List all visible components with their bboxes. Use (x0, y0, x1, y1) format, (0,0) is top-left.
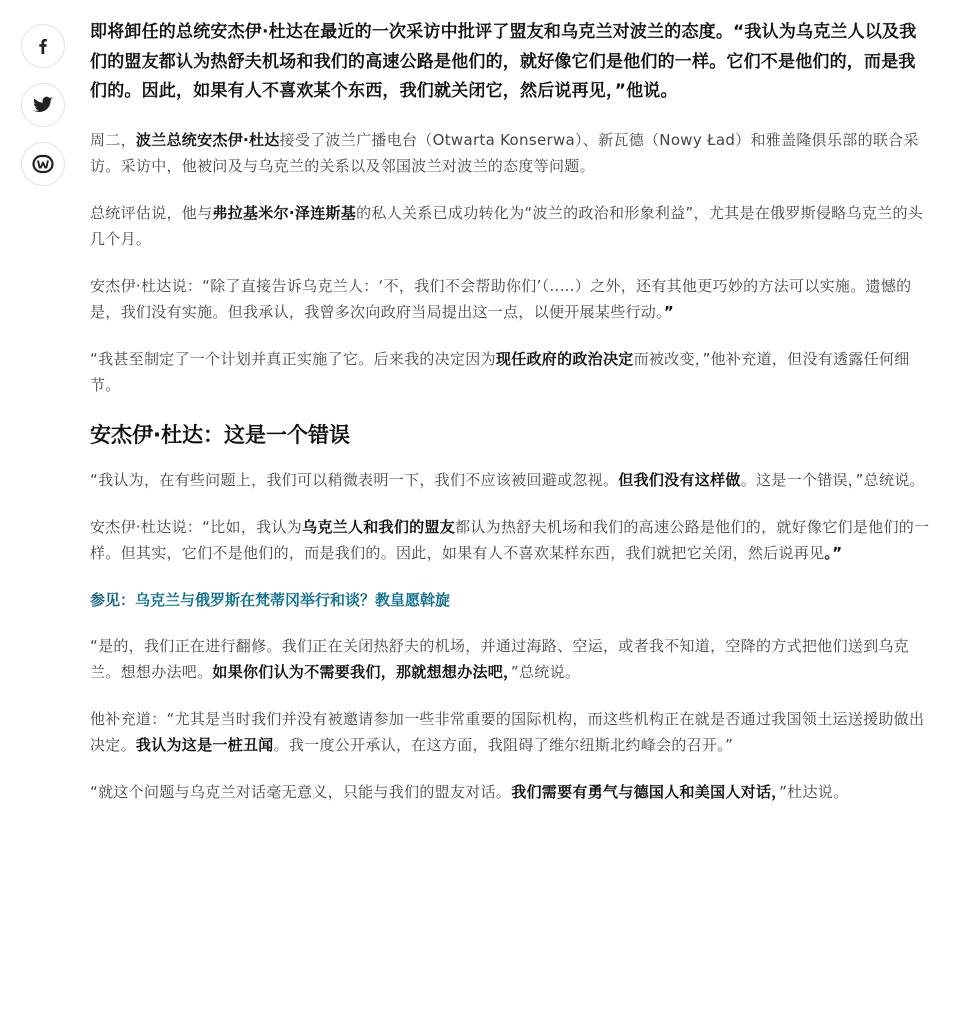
paragraph-6: 安杰伊·杜达说：“比如，我认为乌克兰人和我们的盟友都认为热舒夫机场和我们的高速公路是他们的，就好像它们是他们的一样。但其实，它们不是他们的，而是我们的。因此，如果有人不喜欢某样东西，我们就把它关闭，然后说再见。” (90, 517, 930, 562)
paragraph-1: 周二，波兰总统安杰伊·杜达接受了波兰广播电台（Otwarta Konserwa）、新瓦德（Nowy Ład）和雅盖隆俱乐部的联合采访。采访中，他被问及与乌克兰的关系以及邻国波兰对波兰的态度等问题。 (90, 130, 919, 175)
paragraph-8: 他补充道：“尤其是当时我们并没有被邀请参加一些非常重要的国际机构，而这些机构正在就是否通过我国领土运送援助做出决定。我认为这是一桩丑闻。我一度公开承认，在这方面，我阻碍了维尔纽斯北约峰会的召开。” (90, 709, 925, 754)
paragraph-5: “我认为，在有些问题上，我们可以稍微表明一下，我们不应该被回避或忽视。但我们没有这样做。这是一个错误，”总统说。 (90, 470, 925, 489)
paragraph-7: “是的，我们正在进行翻修。我们正在关闭热舒夫的机场，并通过海路、空运，或者我不知道，空降的方式把他们送到乌克兰。想想办法吧。如果你们认为不需要我们，那就想想办法吧，”总统说。 (90, 636, 909, 681)
paragraph-2: 总统评估说，他与弗拉基米尔·泽连斯基的私人关系已成功转化为“波兰的政治和形象利益”，尤其是在俄罗斯侵略乌克兰的头几个月。 (90, 203, 924, 248)
facebook-icon (34, 37, 52, 55)
paragraph-3: 安杰伊·杜达说：“除了直接告诉乌克兰人：‘不，我们不会帮助你们’（.....）之外，还有其他更巧妙的方法可以实施。遗憾的是，我们没有实施。但我承认，我曾多次向政府当局提出这一点，以便开展某些行动。” (90, 276, 912, 321)
share-bar (21, 24, 65, 186)
wykop-icon (32, 154, 54, 174)
see-also (90, 587, 932, 613)
wykop-share-button[interactable] (21, 142, 65, 186)
twitter-icon (33, 96, 53, 114)
article-lead: 即将卸任的总统安杰伊·杜达在最近的一次采访中批评了盟友和乌克兰对波兰的态度。“我认为乌克兰人以及我们的盟友都认为热舒夫机场和我们的高速公路是他们的，就好像它们是他们的一样。它们不是他们的，而是我们的。因此，如果有人不喜欢某个东西，我们就关闭它，然后说再见，”他说。 (90, 22, 917, 101)
facebook-share-button[interactable] (21, 24, 65, 68)
section-heading: 安杰伊·杜达：这是一个错误 (90, 422, 350, 447)
see-also-label: 参见： (90, 590, 136, 609)
see-also-link[interactable]: 乌克兰与俄罗斯在梵蒂冈举行和谈？教皇愿斡旋 (135, 590, 451, 609)
paragraph-4: “我甚至制定了一个计划并真正实施了它。后来我的决定因为现任政府的政治决定而被改变，”他补充道，但没有透露任何细节。 (90, 349, 910, 394)
paragraph-9: “就这个问题与乌克兰对话毫无意义，只能与我们的盟友对话。我们需要有勇气与德国人和美国人对话，”杜达说。 (90, 782, 849, 801)
twitter-share-button[interactable] (21, 83, 65, 127)
article-body (90, 18, 932, 826)
